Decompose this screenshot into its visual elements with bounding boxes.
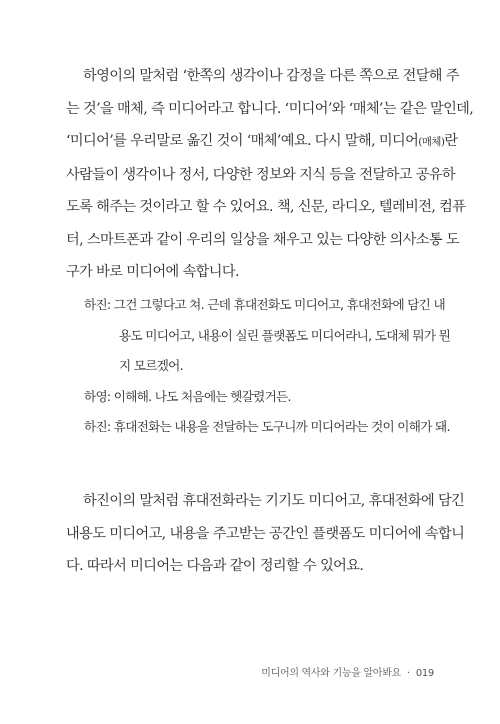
paragraph-line-text: ‘미디어’를 우리말로 옮긴 것이 ‘매체’예요. 다시 말해, 미디어 [66,133,419,149]
dialogue-turn [84,382,452,413]
paragraph-line: 다. 따라서 미디어는 다음과 같이 정리할 수 있어요. [66,558,364,574]
dialogue-turn [84,290,452,382]
page-number: 019 [415,668,434,679]
paragraph-line: 터, 스마트폰과 같이 우리의 일상을 채우고 있는 다양한 의사소통 도 [66,231,459,248]
speaker-label: 하진: [84,419,114,434]
dialogue-text: 용도 미디어고, 내용이 실린 플랫폼도 미디어라니, 도대체 뭐가 뭔 [119,327,451,343]
paragraph-line: 구가 바로 미디어에 속합니다. [66,264,239,280]
paragraph-line: 하진이의 말처럼 휴대전화라는 기기도 미디어고, 휴대전화에 담긴 [83,493,465,509]
dialogue-turn [84,412,452,443]
parenthetical-note: (매체) [418,136,445,148]
paragraph-line [66,125,458,159]
dialogue-row [84,290,452,321]
dialogue-text: 지 모르겠어. [119,358,183,373]
dialogue-row [84,382,452,413]
paragraph-line: 사람들이 생각이나 정서, 다양한 정보와 지식 등을 전달하고 공유하 [66,166,456,183]
dialogue-text: 휴대전화는 내용을 전달하는 도구니까 미디어라는 것이 이해가 돼. [113,419,450,434]
dialogue-text: 이해해. 나도 처음에는 헷갈렸거든. [113,388,291,404]
paragraph-line: 하영이의 말처럼 ‘한쪽의 생각이나 감정을 다른 쪽으로 전달해 주 [83,68,459,84]
page-footer [261,664,434,679]
footer-separator: · [406,668,410,679]
speaker-label: 하영: [84,388,114,404]
summary-paragraph [66,485,465,583]
speaker-label: 하진: [84,297,114,312]
running-chapter-title: 미디어의 역사와 기능을 알아봐요 [261,668,401,679]
dialogue-row [84,412,452,443]
paragraph-line: 는 것’을 매체, 즉 미디어라고 합니다. ‘미디어’와 ‘매체’는 같은 말인데, [66,100,474,117]
dialogue-block [84,290,452,443]
paragraph-line: 도록 해주는 것이라고 할 수 있어요. 책, 신문, 라디오, 텔레비전, 컴퓨 [66,199,466,215]
dialogue-text: 그건 그렇다고 쳐. 근데 휴대전화도 미디어고, 휴대전화에 담긴 내 [113,297,445,312]
paragraph-line: 내용도 미디어고, 내용을 주고받는 공간인 플랫폼도 미디어에 속합니 [66,525,465,542]
intro-paragraph [66,60,474,289]
paragraph-line-tail: 란 [444,133,458,149]
